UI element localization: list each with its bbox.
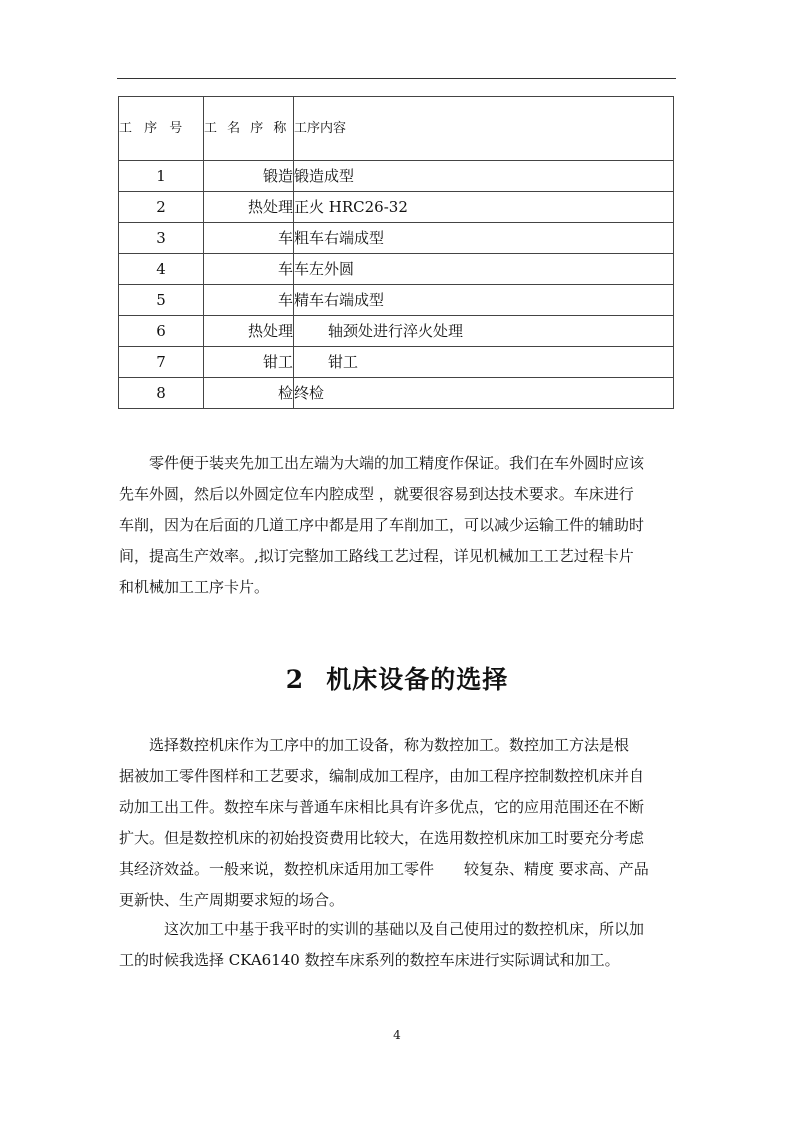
text-line: 和机械加工工序卡片。 — [119, 578, 270, 596]
cell-no: 8 — [119, 378, 204, 409]
cell-content: 粗车右端成型 — [294, 223, 674, 254]
text-line: 间，提高生产效率。,拟订完整加工路线工艺过程，详见机械加工工艺过程卡片 — [119, 547, 634, 565]
cell-no: 7 — [119, 347, 204, 378]
text-line: 选择数控机床作为工序中的加工设备，称为数控加工。数控加工方法是根 — [119, 736, 630, 754]
text-line: 动加工出工件。数控车床与普通车床相比具有许多优点，它的应用范围还在不断 — [119, 798, 645, 816]
cell-name: 车 — [204, 223, 294, 254]
cell-content: 车左外圆 — [294, 254, 674, 285]
cell-content: 终检 — [294, 378, 674, 409]
cell-no: 5 — [119, 285, 204, 316]
cell-no: 4 — [119, 254, 204, 285]
text-line: 这次加工中基于我平时的实训的基础以及自己使用过的数控机床，所以加 — [119, 920, 645, 938]
table-row — [119, 378, 674, 409]
table-row — [119, 161, 674, 192]
cell-content: 锻造成型 — [294, 161, 674, 192]
text-line: 更新快、生产周期要求短的场合。 — [119, 891, 345, 909]
cell-name: 检 — [204, 378, 294, 409]
cell-name: 车 — [204, 254, 294, 285]
text-line: 其经济效益。一般来说，数控机床适用加工零件 较复杂、精度 要求高、产品 — [119, 860, 649, 878]
paragraph-cnc-selection — [119, 730, 676, 916]
cell-content: 轴颈处进行淬火处理 — [294, 316, 674, 347]
text-line: 工的时候我选择 CKA6140 数控车床系列的数控车床进行实际调试和加工。 — [119, 951, 620, 969]
page-number: 4 — [393, 1028, 401, 1042]
text-line: 据被加工零件图样和工艺要求，编制成加工程序，由加工程序控制数控机床并自 — [119, 767, 645, 785]
table-header-row — [119, 97, 674, 161]
text-line: 零件便于装夹先加工出左端为大端的加工精度作保证。我们在车外圆时应该 — [119, 454, 645, 472]
cell-content: 钳工 — [294, 347, 674, 378]
section-number: 2 — [285, 665, 305, 694]
paragraph-machine-choice — [119, 914, 676, 976]
section-title: 机床设备的选择 — [326, 665, 509, 694]
text-line: 车削，因为在后面的几道工序中都是用了车削加工，可以减少运输工件的辅助时 — [119, 516, 645, 534]
cell-content: 正火 HRC26-32 — [294, 192, 674, 223]
table-row — [119, 223, 674, 254]
table-row — [119, 254, 674, 285]
text-line: 先车外圆，然后以外圆定位车内腔成型 ，就要很容易到达技术要求。车床进行 — [119, 485, 634, 503]
process-table — [118, 96, 674, 409]
header-process-name: 工 名 序 称 — [204, 97, 294, 161]
cell-content: 精车右端成型 — [294, 285, 674, 316]
cell-no: 3 — [119, 223, 204, 254]
cell-name: 钳工 — [204, 347, 294, 378]
cell-no: 2 — [119, 192, 204, 223]
text-line: 扩大。但是数控机床的初始投资费用比较大，在选用数控机床加工时要充分考虑 — [119, 829, 645, 847]
table-row — [119, 316, 674, 347]
section-heading — [0, 660, 794, 696]
header-process-content: 工序内容 — [294, 97, 674, 161]
cell-name: 锻造 — [204, 161, 294, 192]
cell-no: 6 — [119, 316, 204, 347]
table-row — [119, 285, 674, 316]
cell-name: 热处理 — [204, 316, 294, 347]
header-process-no: 工 序 号 — [119, 97, 204, 161]
table-row — [119, 347, 674, 378]
table-row — [119, 192, 674, 223]
cell-name: 车 — [204, 285, 294, 316]
header-rule — [117, 78, 676, 79]
cell-no: 1 — [119, 161, 204, 192]
paragraph-process-explanation — [119, 448, 676, 603]
cell-name: 热处理 — [204, 192, 294, 223]
